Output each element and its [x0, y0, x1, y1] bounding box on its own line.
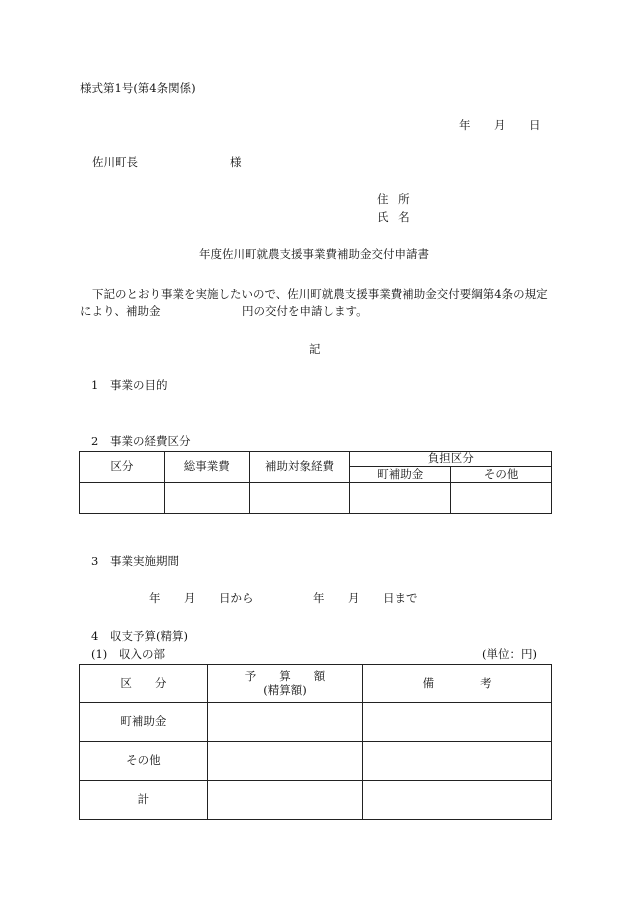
section1-title: 事業の目的 [110, 378, 168, 392]
section1-number: 1 [91, 378, 99, 392]
income-row-amount[interactable] [207, 742, 363, 781]
unit-label: (単位：円) [482, 647, 537, 661]
addressee-name: 佐川町長 [92, 155, 138, 169]
ki-heading: 記 [309, 342, 321, 356]
address-label: 住 所 [377, 192, 410, 206]
income-header-kubun: 区 分 [80, 665, 208, 703]
period-year-start: 年 [149, 591, 161, 605]
income-row-amount[interactable] [207, 703, 363, 742]
section3-number: 3 [91, 554, 99, 568]
expense-header-kubun: 区分 [80, 452, 165, 483]
expense-subheader-other: その他 [451, 467, 552, 483]
section2-number: 2 [91, 434, 99, 448]
expense-cell-eligible[interactable] [249, 483, 350, 514]
income-row-label: 町補助金 [80, 703, 208, 742]
section3-title: 事業実施期間 [110, 554, 179, 568]
expense-cell-total[interactable] [164, 483, 249, 514]
section4-sub-number: (1) [91, 647, 108, 661]
name-label: 氏 名 [377, 210, 410, 224]
income-row-amount[interactable] [207, 781, 363, 820]
addressee-honorific: 様 [230, 155, 242, 169]
income-table [79, 664, 552, 820]
income-row-label: 計 [80, 781, 208, 820]
income-header-budget-label: 予 算 額 [244, 668, 326, 683]
expense-cell-other[interactable] [451, 483, 552, 514]
income-header-note: 備 考 [363, 665, 552, 703]
date-year: 年 [459, 118, 471, 132]
expense-table [79, 451, 552, 514]
body-line-2-suffix: 円の交付を申請します。 [242, 304, 368, 318]
section4-sub-title: 収入の部 [119, 647, 165, 661]
income-row-label: その他 [80, 742, 208, 781]
expense-header-burden: 負担区分 [350, 452, 552, 467]
document-title: 年度佐川町就農支援事業費補助金交付申請書 [199, 247, 429, 261]
income-row-note[interactable] [363, 703, 552, 742]
expense-cell-town-subsidy[interactable] [350, 483, 451, 514]
date-day: 日 [529, 118, 541, 132]
body-line-1: 下記のとおり事業を実施したいので、佐川町就農支援事業費補助金交付要綱第4条の規定 [92, 287, 548, 301]
expense-subheader-town-subsidy: 町補助金 [350, 467, 451, 483]
date-month: 月 [494, 118, 506, 132]
section4-number: 4 [91, 629, 99, 643]
period-year-end: 年 [313, 591, 325, 605]
expense-cell-kubun[interactable] [80, 483, 165, 514]
form-number: 様式第1号(第4条関係) [80, 81, 196, 95]
income-header-budget [207, 665, 363, 703]
body-line-2-prefix: により、補助金 [80, 304, 161, 318]
period-month-end: 月 [348, 591, 360, 605]
period-day-start: 日から [219, 591, 254, 605]
expense-header-total: 総事業費 [164, 452, 249, 483]
income-row-note[interactable] [363, 781, 552, 820]
section2-title: 事業の経費区分 [110, 434, 191, 448]
period-month-start: 月 [184, 591, 196, 605]
section4-title: 収支予算(精算) [110, 629, 188, 643]
income-row-note[interactable] [363, 742, 552, 781]
income-header-budget-sub: (精算額) [263, 682, 307, 697]
expense-header-eligible: 補助対象経費 [249, 452, 350, 483]
period-day-end: 日まで [383, 591, 418, 605]
